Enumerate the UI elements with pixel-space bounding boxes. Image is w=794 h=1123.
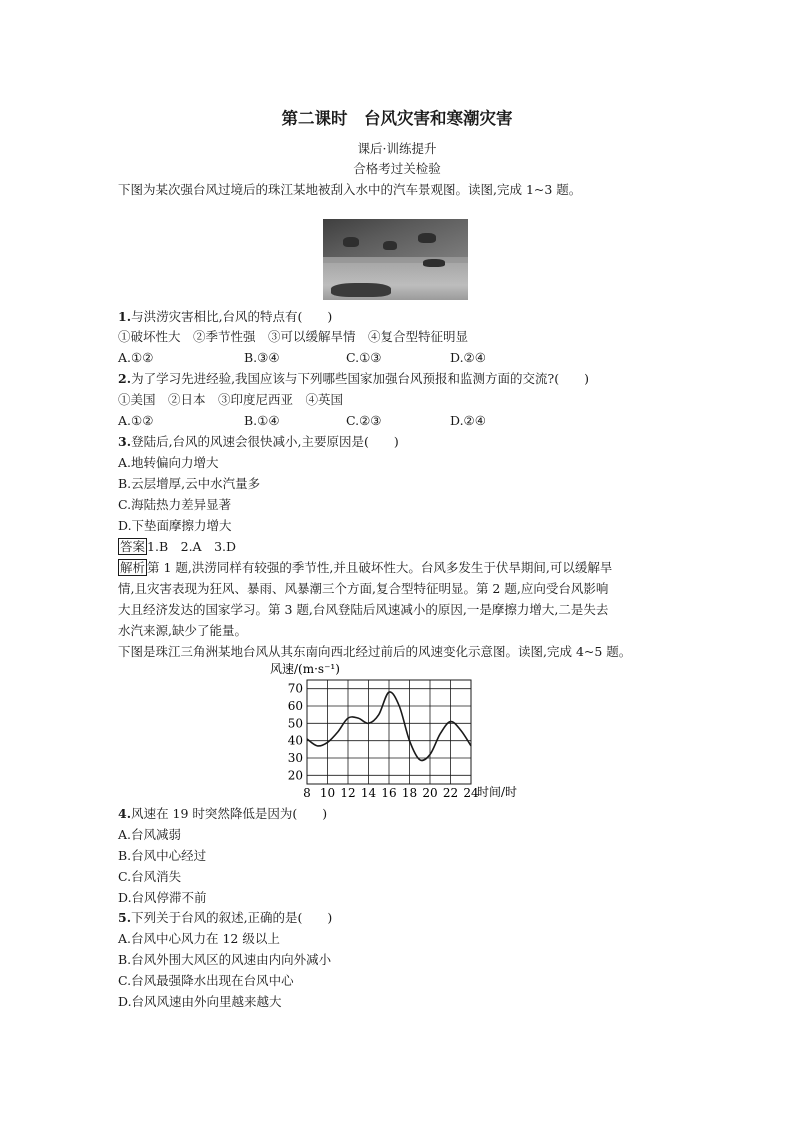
analysis-line-1: 解析 第 1 题,洪涝同样有较强的季节性,并且破坏性大。台风多发生于伏旱期间,可以缓解旱: [120, 560, 613, 575]
question-2-items: ①美国 ②日本 ③印度尼西亚 ④英国: [118, 392, 344, 407]
section-subtitle: 课后·训练提升: [357, 141, 437, 156]
question-3: 3.登陆后,台风的风速会很快减小,主要原因是( ): [118, 434, 399, 449]
q2-option-b: B.①④: [244, 413, 280, 428]
q1-option-d: D.②④: [450, 350, 486, 365]
x-tick-label: 24: [463, 786, 479, 800]
page-title: 第二课时 台风灾害和寒潮灾害: [281, 109, 513, 128]
q3-option-c: C.海陆热力差异显著: [118, 497, 232, 512]
y-tick-label: 30: [287, 751, 303, 765]
q4-option-c: C.台风消失: [118, 869, 182, 884]
q5-option-b: B.台风外围大风区的风速由内向外减小: [118, 952, 332, 967]
q5-option-a: A.台风中心风力在 12 级以上: [118, 931, 280, 946]
q1-option-b: B.③④: [244, 350, 280, 365]
x-tick-label: 12: [340, 786, 356, 800]
question-5: 5.下列关于台风的叙述,正确的是( ): [118, 910, 333, 925]
chart-grid: [307, 680, 471, 784]
x-tick-label: 10: [319, 786, 336, 800]
question-1-items: ①破坏性大 ②季节性强 ③可以缓解旱情 ④复合型特征明显: [118, 329, 469, 344]
q3-option-d: D.下垫面摩擦力增大: [118, 518, 232, 533]
q2-option-a: A.①②: [118, 413, 154, 428]
y-axis-label: 风速/(m·s⁻¹): [270, 662, 340, 676]
q4-option-b: B.台风中心经过: [118, 848, 207, 863]
question-1: 1.与洪涝灾害相比,台风的特点有( ): [118, 309, 333, 324]
x-tick-label: 8: [303, 786, 311, 800]
q5-option-c: C.台风最强降水出现在台风中心: [118, 973, 294, 988]
x-tick-label: 22: [442, 786, 459, 800]
intro-text-2: 下图是珠江三角洲某地台风从其东南向西北经过前后的风速变化示意图。读图,完成 4~5 题。: [118, 644, 632, 659]
q3-option-b: B.云层增厚,云中水汽量多: [118, 476, 261, 491]
q4-option-a: A.台风减弱: [118, 827, 182, 842]
x-tick-label: 16: [381, 786, 397, 800]
x-tick-label: 18: [401, 786, 418, 800]
question-2: 2.为了学习先进经验,我国应该与下列哪些国家加强台风预报和监测方面的交流?( ): [118, 371, 589, 386]
intro-text-1: 下图为某次强台风过境后的珠江某地被刮入水中的汽车景观图。读图,完成 1~3 题。: [118, 182, 582, 197]
x-tick-label: 20: [422, 786, 438, 800]
y-tick-label: 70: [287, 681, 303, 696]
y-tick-label: 50: [287, 716, 303, 731]
answer-text: 1.B 2.A 3.D: [147, 539, 237, 554]
q2-option-c: C.②③: [346, 413, 382, 428]
q2-option-d: D.②④: [450, 413, 486, 428]
y-tick-label: 60: [287, 699, 303, 713]
q5-option-d: D.台风风速由外向里越来越大: [118, 994, 282, 1009]
x-axis-label: 时间/时: [477, 785, 518, 799]
level-subtitle: 合格考过关检验: [353, 161, 441, 176]
x-tick-label: 14: [360, 786, 377, 800]
analysis-line-4: 水汽来源,缺少了能量。: [118, 623, 247, 638]
answer-tag: 答案: [120, 539, 146, 554]
analysis-line-3: 大且经济发达的国家学习。第 3 题,台风登陆后风速减小的原因,一是摩擦力增大,二是失去: [118, 602, 609, 617]
analysis-line-2: 情,且灾害表现为狂风、暴雨、风暴潮三个方面,复合型特征明显。第 2 题,应向受台风影响: [118, 581, 609, 596]
question-4: 4.风速在 19 时突然降低是因为( ): [118, 806, 328, 821]
y-tick-label: 20: [287, 768, 303, 783]
q3-option-a: A.地转偏向力增大: [118, 455, 219, 470]
q4-option-d: D.台风停滞不前: [118, 890, 207, 905]
q1-option-c: C.①③: [346, 350, 382, 365]
q1-option-a: A.①②: [118, 350, 154, 365]
y-tick-label: 40: [287, 733, 303, 748]
analysis-tag: 解析: [120, 560, 146, 575]
